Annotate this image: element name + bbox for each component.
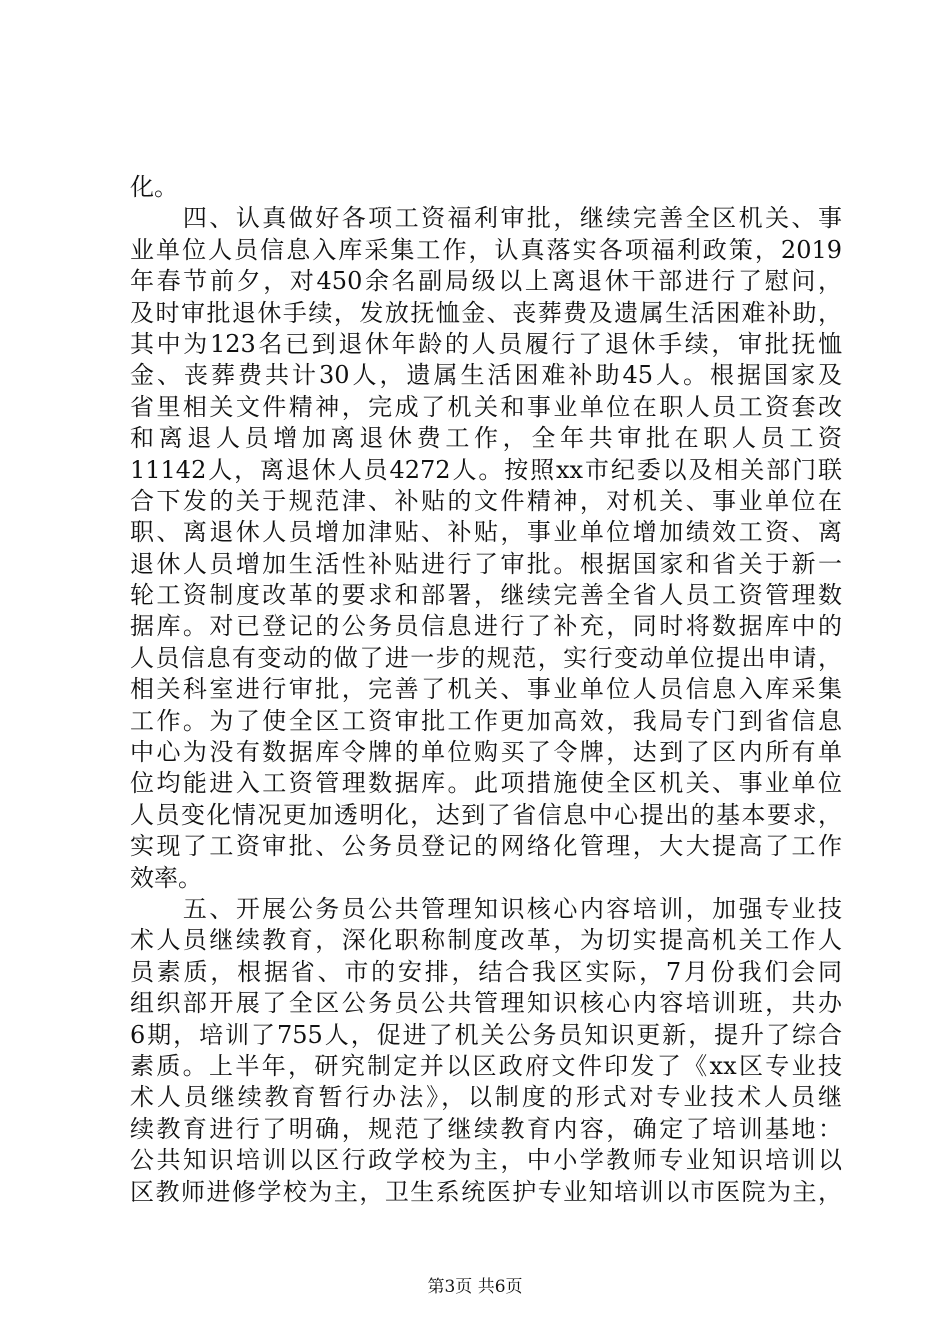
text-line: 省里相关文件精神，完成了机关和事业单位在职人员工资套改 [130, 392, 842, 421]
text-line: 素质。上半年，研究制定并以区政府文件印发了《xx区专业技 [130, 1051, 842, 1080]
text-line: 续教育进行了明确，规范了继续教育内容，确定了培训基地： [130, 1114, 842, 1143]
text-line: 员素质，根据省、市的安排，结合我区实际，7月份我们会同 [130, 957, 842, 986]
text-line: 及时审批退休手续，发放抚恤金、丧葬费及遗属生活困难补助， [130, 298, 842, 327]
text-line: 其中为123名已到退休年龄的人员履行了退休手续，审批抚恤 [130, 329, 842, 358]
text-line: 人员信息有变动的做了进一步的规范，实行变动单位提出申请， [130, 643, 842, 672]
text-line: 位均能进入工资管理数据库。此项措施使全区机关、事业单位 [130, 769, 842, 798]
text-line: 四、认真做好各项工资福利审批，继续完善全区机关、事 [130, 204, 842, 233]
text-line: 工作。为了使全区工资审批工作更加高效，我局专门到省信息 [130, 706, 842, 735]
text-line: 金、丧葬费共计30人，遗属生活困难补助45人。根据国家及 [130, 361, 842, 390]
text-line: 年春节前夕，对450余名副局级以上离退休干部进行了慰问， [130, 267, 842, 296]
text-line: 化。 [130, 173, 178, 201]
text-line: 和离退人员增加离退休费工作，全年共审批在职人员工资 [130, 424, 842, 453]
text-line: 退休人员增加生活性补贴进行了审批。根据国家和省关于新一 [130, 549, 842, 578]
text-line: 实现了工资审批、公务员登记的网络化管理，大大提高了工作 [130, 832, 842, 861]
text-line: 人员变化情况更加透明化，达到了省信息中心提出的基本要求， [130, 800, 842, 829]
text-line: 职、离退休人员增加津贴、补贴，事业单位增加绩效工资、离 [130, 518, 842, 547]
text-line: 相关科室进行审批，完善了机关、事业单位人员信息入库采集 [130, 675, 842, 704]
text-line: 术人员继续教育暂行办法》，以制度的形式对专业技术人员继 [130, 1083, 842, 1112]
text-line: 五、开展公务员公共管理知识核心内容培训，加强专业技 [130, 894, 842, 923]
text-line: 合下发的关于规范津、补贴的文件精神，对机关、事业单位在 [130, 486, 842, 515]
text-line: 区教师进修学校为主，卫生系统医护专业知培训以市医院为主， [130, 1177, 842, 1206]
text-line: 公共知识培训以区行政学校为主，中小学教师专业知识培训以 [130, 1146, 842, 1175]
text-line: 11142人，离退休人员4272人。按照xx市纪委以及相关部门联 [130, 455, 842, 484]
text-line: 术人员继续教育，深化职称制度改革，为切实提高机关工作人 [130, 926, 842, 955]
text-line: 业单位人员信息入库采集工作，认真落实各项福利政策，2019 [130, 235, 842, 264]
text-line: 6期，培训了755人，促进了机关公务员知识更新，提升了综合 [130, 1020, 842, 1049]
body-text [130, 172, 842, 1208]
text-line: 中心为没有数据库令牌的单位购买了令牌，达到了区内所有单 [130, 738, 842, 767]
text-line: 据库。对已登记的公务员信息进行了补充，同时将数据库中的 [130, 612, 842, 641]
text-line: 轮工资制度改革的要求和部署，继续完善全省人员工资管理数 [130, 581, 842, 610]
text-line: 组织部开展了全区公务员公共管理知识核心内容培训班，共办 [130, 989, 842, 1018]
page-footer: 第3页 共6页 [427, 1277, 523, 1297]
text-line: 效率。 [130, 863, 202, 892]
